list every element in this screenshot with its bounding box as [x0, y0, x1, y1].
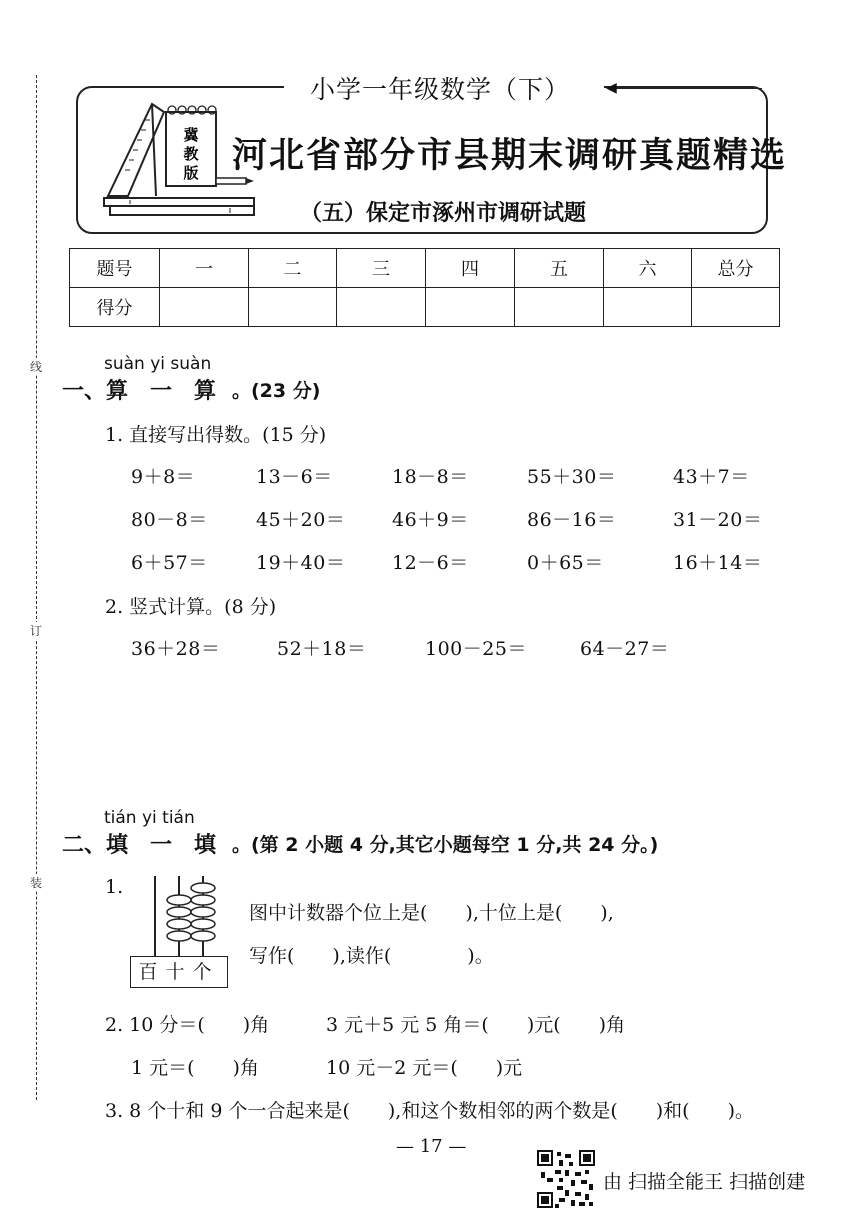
section2-title: 二、填 一 填: [62, 833, 217, 858]
score-table: [69, 248, 780, 327]
abacus-label: 百十个: [130, 956, 228, 988]
eq-r1-c4: 55＋30＝: [527, 466, 617, 488]
s2-q1-num: 1.: [105, 876, 124, 898]
score-cell-total: 总分: [692, 249, 780, 288]
s2-q2-line2a: 1 元＝( )角: [131, 1057, 259, 1079]
eq-r2-c1: 80－8＝: [131, 509, 208, 531]
sub-title: （五）保定市涿州市调研试题: [300, 201, 587, 226]
score-input-4[interactable]: [426, 288, 515, 327]
score-cell-label: 题号: [70, 249, 160, 288]
binding-mark-xian: 线: [30, 360, 43, 374]
s2-q2-line2b: 10 元－2 元＝( )元: [326, 1057, 523, 1079]
eq-r3-c1: 6＋57＝: [131, 552, 208, 574]
vertical-calc-2: 52＋18＝: [277, 638, 367, 660]
score-cell-2: 二: [249, 249, 337, 288]
vertical-calc-1: 36＋28＝: [131, 638, 221, 660]
score-cell-4: 四: [426, 249, 515, 288]
vertical-calc-4: 64－27＝: [580, 638, 670, 660]
svg-text:教: 教: [183, 145, 199, 163]
eq-r1-c5: 43＋7＝: [673, 466, 750, 488]
section1-score: 。(23 分): [232, 380, 321, 402]
s2-q1-line2: 写作( ),读作( )。: [249, 945, 494, 967]
s2-q1-line1: 图中计数器个位上是( ),十位上是( ),: [249, 902, 614, 924]
eq-r2-c3: 46＋9＝: [392, 509, 469, 531]
eq-r3-c2: 19＋40＝: [256, 552, 346, 574]
eq-r3-c4: 0＋65＝: [527, 552, 604, 574]
score-table-header-row: [70, 249, 780, 288]
s2-q2-line1a: 2. 10 分＝( )角: [105, 1014, 270, 1036]
score-cell-6: 六: [604, 249, 692, 288]
svg-text:冀: 冀: [183, 126, 199, 144]
eq-r2-c2: 45＋20＝: [256, 509, 346, 531]
score-input-6[interactable]: [604, 288, 692, 327]
vertical-calc-3: 100－25＝: [425, 638, 527, 660]
binding-mark-zhuang: 装: [30, 876, 43, 890]
grade-title: 小学一年级数学（下）: [310, 75, 571, 104]
score-input-5[interactable]: [515, 288, 604, 327]
qr-code-icon: [537, 1150, 595, 1208]
main-title: 河北省部分市县期末调研真题精选: [232, 135, 788, 176]
eq-r1-c2: 13－6＝: [256, 466, 333, 488]
score-row-label: 得分: [70, 288, 160, 327]
score-input-3[interactable]: [337, 288, 426, 327]
section2-score: 。(第 2 小题 4 分,其它小题每空 1 分,共 24 分。): [232, 834, 659, 856]
score-table-score-row: [70, 288, 780, 327]
score-cell-1: 一: [160, 249, 249, 288]
scanner-watermark-text: 由 扫描全能王 扫描创建: [603, 1171, 806, 1193]
eq-r3-c5: 16＋14＝: [673, 552, 763, 574]
binding-dashed-line: [36, 75, 37, 1100]
title-arrow-line: [612, 88, 762, 89]
s2-q3-line: 3. 8 个十和 9 个一合起来是( ),和这个数相邻的两个数是( )和( )。: [105, 1100, 754, 1122]
eq-r2-c5: 31－20＝: [673, 509, 763, 531]
s2-q2-line1b: 3 元＋5 元 5 角＝( )元( )角: [326, 1014, 626, 1036]
eq-r1-c3: 18－8＝: [392, 466, 469, 488]
arrow-left-icon: ◀: [606, 80, 617, 96]
eq-r1-c1: 9＋8＝: [131, 466, 196, 488]
eq-r2-c4: 86－16＝: [527, 509, 617, 531]
svg-text:版: 版: [183, 164, 199, 182]
score-cell-3: 三: [337, 249, 426, 288]
score-input-total[interactable]: [692, 288, 780, 327]
section1-title: 一、算 一 算: [62, 379, 217, 404]
section2-pinyin: tián yi tián: [104, 808, 195, 828]
score-input-1[interactable]: [160, 288, 249, 327]
eq-r3-c3: 12－6＝: [392, 552, 469, 574]
binding-mark-ding: 订: [30, 624, 43, 638]
section1-pinyin: suàn yi suàn: [104, 354, 212, 374]
s1-q2-label: 2. 竖式计算。(8 分): [105, 596, 277, 618]
score-cell-5: 五: [515, 249, 604, 288]
score-input-2[interactable]: [249, 288, 337, 327]
page-number: — 17 —: [396, 1136, 467, 1157]
s1-q1-label: 1. 直接写出得数。(15 分): [105, 424, 327, 446]
